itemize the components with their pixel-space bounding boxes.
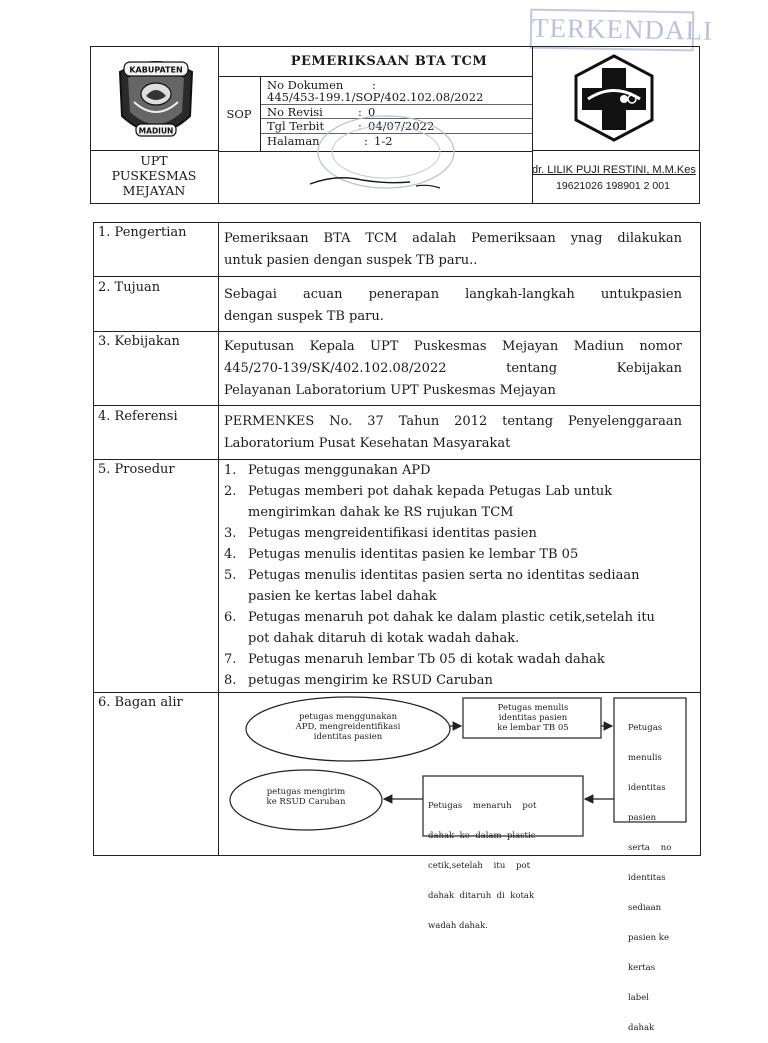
content-kebijakan — [224, 336, 682, 402]
kabupaten-madiun-logo — [110, 56, 202, 144]
procedure-step — [224, 544, 692, 565]
step-text: Petugas mengreidentifikasi identitas pasien — [248, 526, 537, 541]
meta-label-halaman: Halaman — [267, 134, 320, 148]
flow-text-line: ke RSUD Caruban — [266, 797, 346, 807]
meta-label-no-dokumen: No Dokumen — [267, 78, 344, 92]
step-number: 7. — [224, 652, 237, 667]
step-text: Petugas menggunakan APD — [248, 463, 431, 478]
meta-sep: : — [372, 78, 376, 92]
text-line: 445/270-139/SK/402.102.08/2022 tentang Kebijakan — [224, 361, 682, 376]
text-line: PERMENKES No. 37 Tahun 2012 tentang Penyelenggaraan — [224, 414, 682, 429]
flow-text-line: identitas — [628, 873, 666, 883]
org-line: UPT — [140, 153, 168, 168]
step-number: 3. — [224, 526, 237, 541]
official-stamp-and-signature — [290, 100, 470, 200]
flow-node-start-text — [268, 712, 428, 742]
text-line: Pemeriksaan BTA TCM adalah Pemeriksaan ynag dilakukan — [224, 231, 682, 246]
flow-text-line: Petugas menaruh pot — [428, 801, 537, 811]
procedure-step — [224, 649, 692, 670]
text-line: Keputusan Kepala UPT Puskesmas Mejayan Madiun nomor — [224, 339, 682, 354]
meta-sep: : — [358, 119, 362, 133]
content-referensi — [224, 411, 682, 455]
label-tujuan: 2. Tujuan — [98, 280, 161, 295]
flow-text-line: ke lembar TB 05 — [497, 723, 569, 733]
flow-text-line: APD, mengreidentifikasi — [295, 722, 401, 732]
flow-text-line: petugas menggunakan — [298, 712, 398, 722]
meta-sep: : — [358, 105, 362, 119]
procedure-step-cont: mengirimkan dahak ke RS rujukan TCM — [248, 505, 514, 520]
meta-sep: : — [364, 134, 368, 148]
procedure-step — [224, 670, 692, 691]
flow-text-line: sediaan — [628, 903, 662, 913]
step-number: 2. — [224, 484, 237, 499]
content-pengertian — [224, 228, 682, 272]
flow-text-line: petugas mengirim — [266, 787, 346, 797]
flow-text-line: kertas — [628, 963, 656, 973]
flow-text-line: label — [628, 993, 649, 1003]
flow-node-end-text — [246, 787, 366, 807]
step-text: Petugas memberi pot dahak kepada Petugas Lab untuk — [248, 484, 613, 499]
text-line: dengan suspek TB paru. — [224, 309, 384, 324]
flow-text-line: identitas — [628, 783, 666, 793]
svg-text:KABUPATEN: KABUPATEN — [129, 65, 183, 75]
flow-text-line: menulis — [628, 753, 662, 763]
step-number: 5. — [224, 568, 237, 583]
flow-text-line: wadah dahak. — [428, 921, 488, 931]
sop-label: SOP — [226, 107, 252, 121]
step-text: Petugas menulis identitas pasien serta no identitas sediaan — [248, 568, 640, 583]
meta-label-no-revisi: No Revisi — [267, 105, 323, 119]
step-number: 6. — [224, 610, 237, 625]
flow-text-line: identitas pasien — [498, 713, 568, 723]
procedure-step — [224, 523, 692, 544]
puskesmas-logo — [568, 52, 660, 144]
flow-text-line: dahak — [628, 1023, 655, 1033]
svg-text:MADIUN: MADIUN — [138, 126, 174, 136]
org-line: MEJAYAN — [122, 183, 186, 198]
label-kebijakan: 3. Kebijakan — [98, 334, 180, 349]
content-tujuan — [224, 284, 682, 328]
signer-nip: 19621026 198901 2 001 — [556, 180, 670, 192]
step-text: Petugas menaruh lembar Tb 05 di kotak wadah dahak — [248, 652, 605, 667]
step-text: Petugas menaruh pot dahak ke dalam plastic cetik,setelah itu — [248, 610, 655, 625]
organization-name — [90, 153, 218, 198]
flow-text-line: dahak ke dalam plastic — [428, 831, 536, 841]
step-text: Petugas menulis identitas pasien ke lembar TB 05 — [248, 547, 579, 562]
label-prosedur: 5. Prosedur — [98, 462, 175, 477]
flow-text-line: Petugas menulis — [497, 703, 569, 713]
procedure-step — [224, 607, 692, 628]
document-title: PEMERIKSAAN BTA TCM — [290, 54, 488, 69]
flow-text-line: identitas pasien — [313, 732, 383, 742]
flow-text-line: dahak ditaruh di kotak — [428, 891, 535, 901]
text-line: Pelayanan Laboratorium UPT Puskesmas Mejayan — [224, 383, 556, 398]
procedure-step — [224, 565, 692, 586]
step-number: 1. — [224, 463, 237, 478]
meta-value-tgl-terbit: 04/07/2022 — [368, 119, 435, 133]
terkendali-stamp: TERKENDALI — [530, 9, 695, 52]
org-line: PUSKESMAS — [111, 168, 197, 183]
procedure-step — [224, 481, 692, 502]
signer-name: dr. LILIK PUJI RESTINI, M.M.Kes — [532, 164, 696, 176]
meta-value-no-revisi: 0 — [368, 105, 376, 119]
step-number: 8. — [224, 673, 237, 688]
procedure-step-cont: pasien ke kertas label dahak — [248, 589, 437, 604]
meta-value-no-dokumen: 445/453-199.1/SOP/402.102.08/2022 — [267, 90, 484, 104]
label-pengertian: 1. Pengertian — [98, 225, 187, 240]
procedure-step-cont: pot dahak ditaruh di kotak wadah dahak. — [248, 631, 520, 646]
step-text: petugas mengirim ke RSUD Caruban — [248, 673, 493, 688]
flow-node-2-text — [464, 703, 602, 733]
flow-node-4-text — [428, 781, 580, 941]
text-line: Sebagai acuan penerapan langkah-langkah untukpasien — [224, 287, 682, 302]
procedure-list — [224, 460, 692, 691]
flow-text-line: pasien — [628, 813, 657, 823]
flow-text-line: serta no — [628, 843, 672, 853]
text-line: Laboratorium Pusat Kesehatan Masyarakat — [224, 436, 511, 451]
meta-label-tgl-terbit: Tgl Terbit — [267, 119, 325, 133]
label-referensi: 4. Referensi — [98, 409, 178, 424]
flow-text-line: Petugas — [628, 723, 663, 733]
procedure-step — [224, 460, 692, 481]
meta-value-halaman: 1-2 — [374, 134, 393, 148]
text-line: untuk pasien dengan suspek TB paru.. — [224, 253, 478, 268]
flow-text-line: cetik,setelah itu pot — [428, 861, 531, 871]
flow-text-line: pasien ke — [628, 933, 669, 943]
step-number: 4. — [224, 547, 237, 562]
flow-node-3-text — [628, 703, 688, 1043]
label-bagan-alir: 6. Bagan alir — [98, 695, 183, 710]
